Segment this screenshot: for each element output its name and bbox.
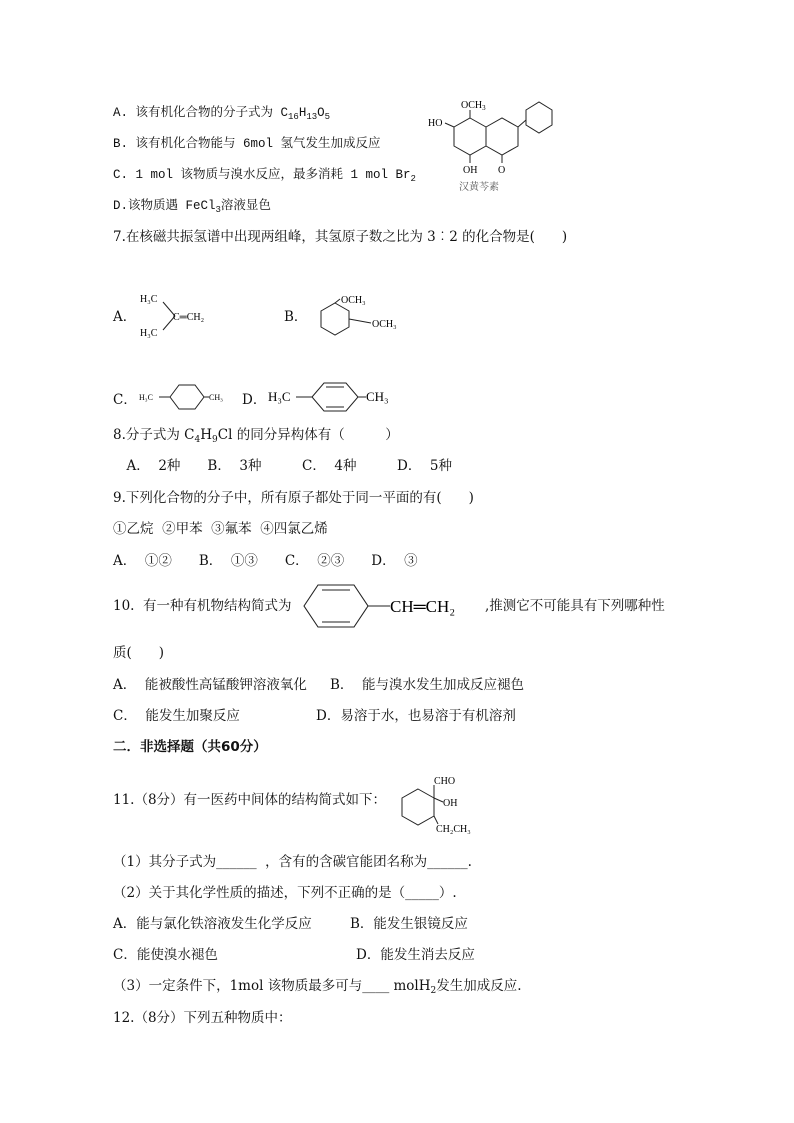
wogonin-oh-label: OH — [463, 165, 478, 176]
svg-text:OCH₃: OCH₃ — [372, 319, 397, 330]
q10-stem-post: ,推测它不可能具有下列哪种性 — [485, 598, 665, 614]
q12-stem: 12.（8分）下列五种物质中： — [113, 1010, 292, 1026]
q11-option-d: D．能发生消去反应 — [356, 947, 475, 963]
q7-option-a-label: A． — [113, 309, 137, 325]
svg-text:H₃C: H₃C — [140, 294, 158, 305]
svg-text:CHO: CHO — [434, 776, 456, 787]
wogonin-structure — [425, 96, 555, 194]
svg-text:C═CH₂: C═CH₂ — [173, 312, 205, 323]
q6-option-a: A. 该有机化合物的分子式为 $C_{16}H_{13}O_5$ — [113, 106, 331, 122]
svg-text:H₃C: H₃C — [140, 328, 158, 339]
q10-option-c: C． 能发生加聚反应 — [113, 708, 240, 724]
wogonin-och3-label: $OCH_3$ — [461, 100, 486, 112]
svg-text:OCH₃: OCH₃ — [341, 295, 366, 306]
svg-text:H₃C: H₃C — [139, 393, 153, 402]
q7-option-d-label: D． — [242, 392, 267, 408]
q7-option-c-structure — [138, 381, 230, 413]
q11-option-a: A．能与氯化铁溶液发生化学反应 — [113, 916, 312, 932]
q10-styrene-structure — [300, 582, 490, 630]
q11-stem: 11.（8分）有一医药中间体的结构简式如下： — [113, 792, 387, 808]
svg-text:CH₃: CH₃ — [366, 389, 389, 404]
q8-options: A． 2种 B． 3种 C． 4种 D． 5种 — [113, 458, 453, 474]
q10-stem-pre: 10. 有一种有机物结构简式为 — [113, 598, 292, 614]
q11-option-c: C．能使溴水褪色 — [113, 947, 218, 963]
wogonin-caption: 汉黄芩素 — [459, 182, 499, 193]
q11-part3: （3）一定条件下，1mol 该物质最多可与____ molH$_2$发生加成反应. — [113, 978, 522, 996]
q11-part2: （2）关于其化学性质的描述，下列不正确的是（_____）. — [113, 885, 457, 901]
q9-stem: 9.下列化合物的分子中，所有原子都处于同一平面的有( ) — [113, 490, 474, 506]
q7-option-b-label: B． — [284, 309, 308, 325]
q7-stem: 7.在核磁共振氢谱中出现两组峰，其氢原子数之比为 3︰2 的化合物是( ) — [113, 229, 568, 245]
svg-text:CH₂CH₃: CH₂CH₃ — [436, 824, 471, 834]
q10-option-d: D．易溶于水，也易溶于有机溶剂 — [316, 708, 516, 724]
q9-items: ①乙烷 ②甲苯 ③氟苯 ④四氯乙烯 — [113, 521, 328, 537]
q10-formula: CH═CH₂ — [390, 597, 456, 616]
q7-option-d-structure — [266, 379, 396, 415]
q11-option-b: B．能发生银镜反应 — [350, 916, 468, 932]
svg-text:CH₃: CH₃ — [209, 393, 223, 402]
q7-option-c-label: C． — [113, 392, 137, 408]
q11-part1: （1）其分子式为______ ，含有的含碳官能团名称为______. — [113, 854, 472, 870]
q6-option-b: B. 该有机化合物能与 6mol 氢气发生加成反应 — [113, 137, 381, 151]
q10-option-b: B． 能与溴水发生加成反应褪色 — [330, 677, 525, 693]
wogonin-ho-label: HO — [428, 118, 443, 129]
q7-option-a-structure — [138, 290, 238, 342]
q6-option-d: D.该物质遇 FeCl$_3$溶液显色 — [113, 199, 271, 215]
section2-title: 二．非选择题（共60分） — [113, 739, 267, 755]
svg-text:H₃C: H₃C — [268, 389, 291, 404]
q10-option-a: A． 能被酸性高锰酸钾溶液氧化 — [113, 677, 307, 693]
q11-structure — [396, 772, 486, 834]
q9-options: A． ①② B． ①③ C． ②③ D． ③ — [113, 553, 418, 569]
svg-text:OH: OH — [443, 798, 458, 809]
wogonin-o-label: O — [498, 165, 506, 176]
q10-stem-cont: 质( ) — [113, 645, 165, 661]
q8-stem: 8.分子式为 $C_4H_9Cl$ 的同分异构体有（ ） — [113, 427, 399, 445]
q6-option-c: C. 1 mol 该物质与溴水反应，最多消耗 1 mol $Br_2$ — [113, 168, 416, 184]
q7-option-b-structure — [305, 293, 420, 338]
